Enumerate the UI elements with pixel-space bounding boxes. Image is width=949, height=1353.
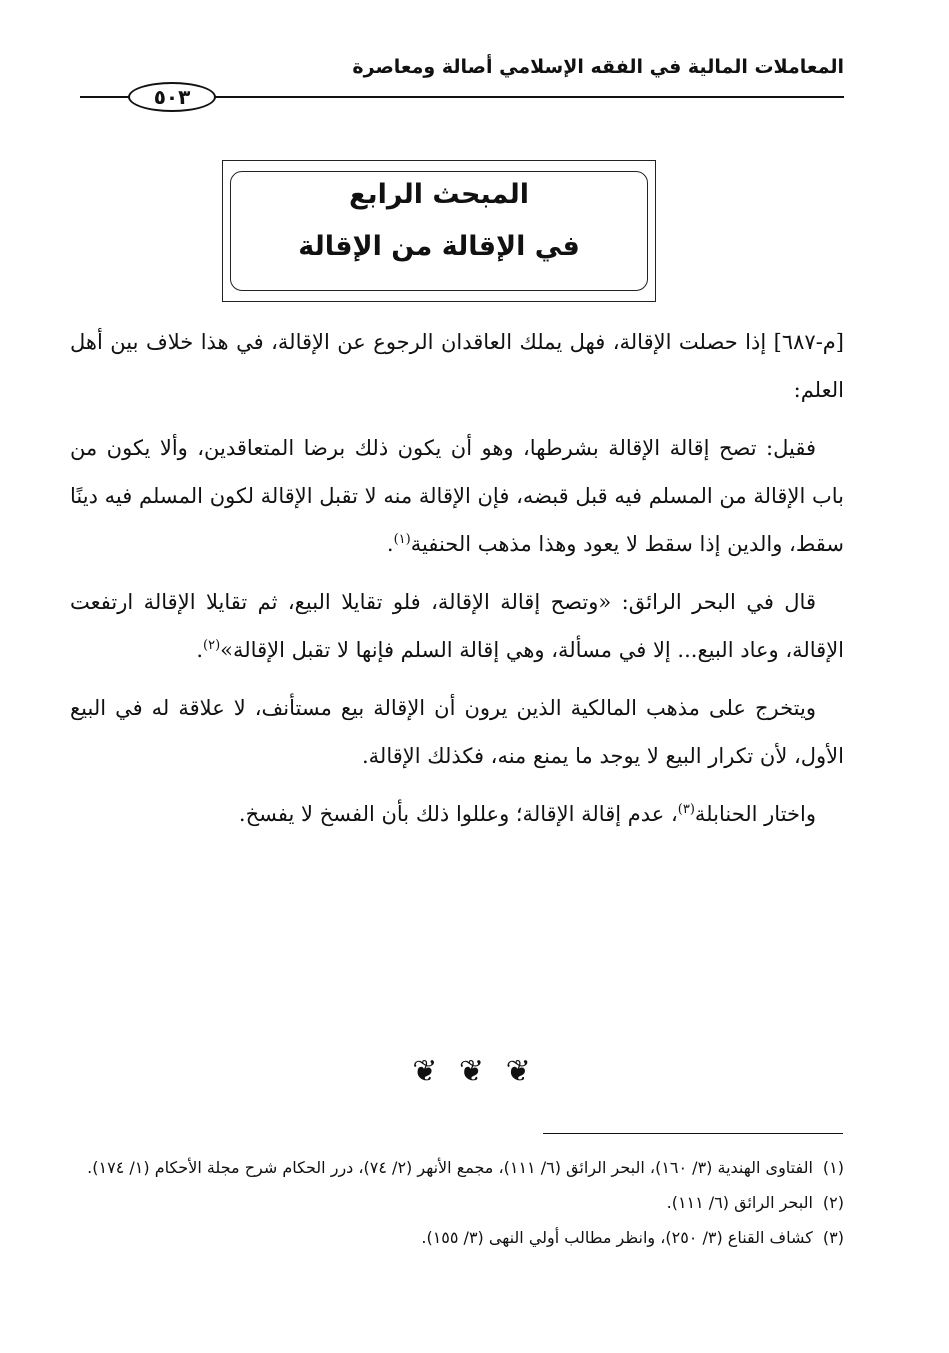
footnote-3: [70, 1220, 844, 1255]
paragraph-5-end: ، عدم إقالة الإقالة؛ وعللوا ذلك بأن الفسخ لا يفسخ.: [238, 802, 678, 826]
footnotes: [70, 1150, 844, 1255]
section-title-line-2: في الإقالة من الإقالة: [298, 231, 580, 262]
paragraph-1: [م-٦٨٧] إذا حصلت الإقالة، فهل يملك العاقدان الرجوع عن الإقالة، في هذا خلاف بين أهل العلم:: [70, 330, 844, 402]
paragraph-5-start: واختار الحنابلة: [694, 802, 816, 826]
paragraph-3-text: قال في البحر الرائق: «وتصح إقالة الإقالة، فلو تقايلا البيع، ثم تقايلا الإقالة ارتفعت الإقالة، وعاد البيع... إلا في مسألة، وهي إقالة السلم فإنها لا تقبل الإقالة»: [70, 590, 844, 662]
footnote-ref-1[interactable]: (١): [393, 532, 411, 547]
footnote-ref-2[interactable]: (٢): [203, 638, 221, 653]
paragraph-5: [70, 790, 844, 838]
paragraph-4: ويتخرج على مذهب المالكية الذين يرون أن الإقالة بيع مستأنف، لا علاقة له في البيع الأول، لأن تكرار البيع لا يوجد ما يمنع منه، فكذلك الإقالة.: [70, 696, 844, 768]
footnote-number: (١): [822, 1158, 844, 1177]
footnote-separator: [543, 1133, 843, 1134]
footnote-1: [70, 1150, 844, 1185]
paragraph-2-end: .: [386, 532, 394, 556]
section-title-line-1: المبحث الرابع: [349, 179, 529, 210]
footnote-text: كشاف القناع (٣/ ٢٥٠)، وانظر مطالب أولي النهى (٣/ ١٥٥).: [421, 1228, 813, 1247]
ornament-divider-icon: ❦ ❦ ❦: [412, 1054, 537, 1089]
section-title-box: [222, 160, 656, 302]
footnote-2: [70, 1185, 844, 1220]
footnote-text: الفتاوى الهندية (٣/ ١٦٠)، البحر الرائق (٦/ ١١١)، مجمع الأنهر (٢/ ٧٤)، درر الحكام شرح مجلة الأحكام (١/ ١٧٤).: [87, 1158, 813, 1177]
page-number: ٥٠٣: [128, 82, 216, 112]
body-text: [70, 318, 844, 848]
footnote-number: (٢): [822, 1193, 844, 1212]
footnote-ref-3[interactable]: (٣): [677, 802, 695, 817]
footnote-number: (٣): [822, 1228, 844, 1247]
paragraph-3: [70, 578, 844, 674]
paragraph-2: [70, 424, 844, 568]
paragraph-3-end: .: [196, 638, 204, 662]
paragraph-2-text: فقيل: تصح إقالة الإقالة بشرطها، وهو أن يكون ذلك برضا المتعاقدين، وألا يكون من باب الإقالة من المسلم فيه قبل قبضه، فإن الإقالة منه لا تقبل الإقالة لكون المسلم فيه دينًا سقط، والدين إذا سقط لا يعود وهذا مذهب الحنفية: [70, 436, 844, 556]
footnote-text: البحر الرائق (٦/ ١١١).: [666, 1193, 813, 1212]
book-title: المعاملات المالية في الفقه الإسلامي أصالة ومعاصرة: [352, 56, 844, 78]
